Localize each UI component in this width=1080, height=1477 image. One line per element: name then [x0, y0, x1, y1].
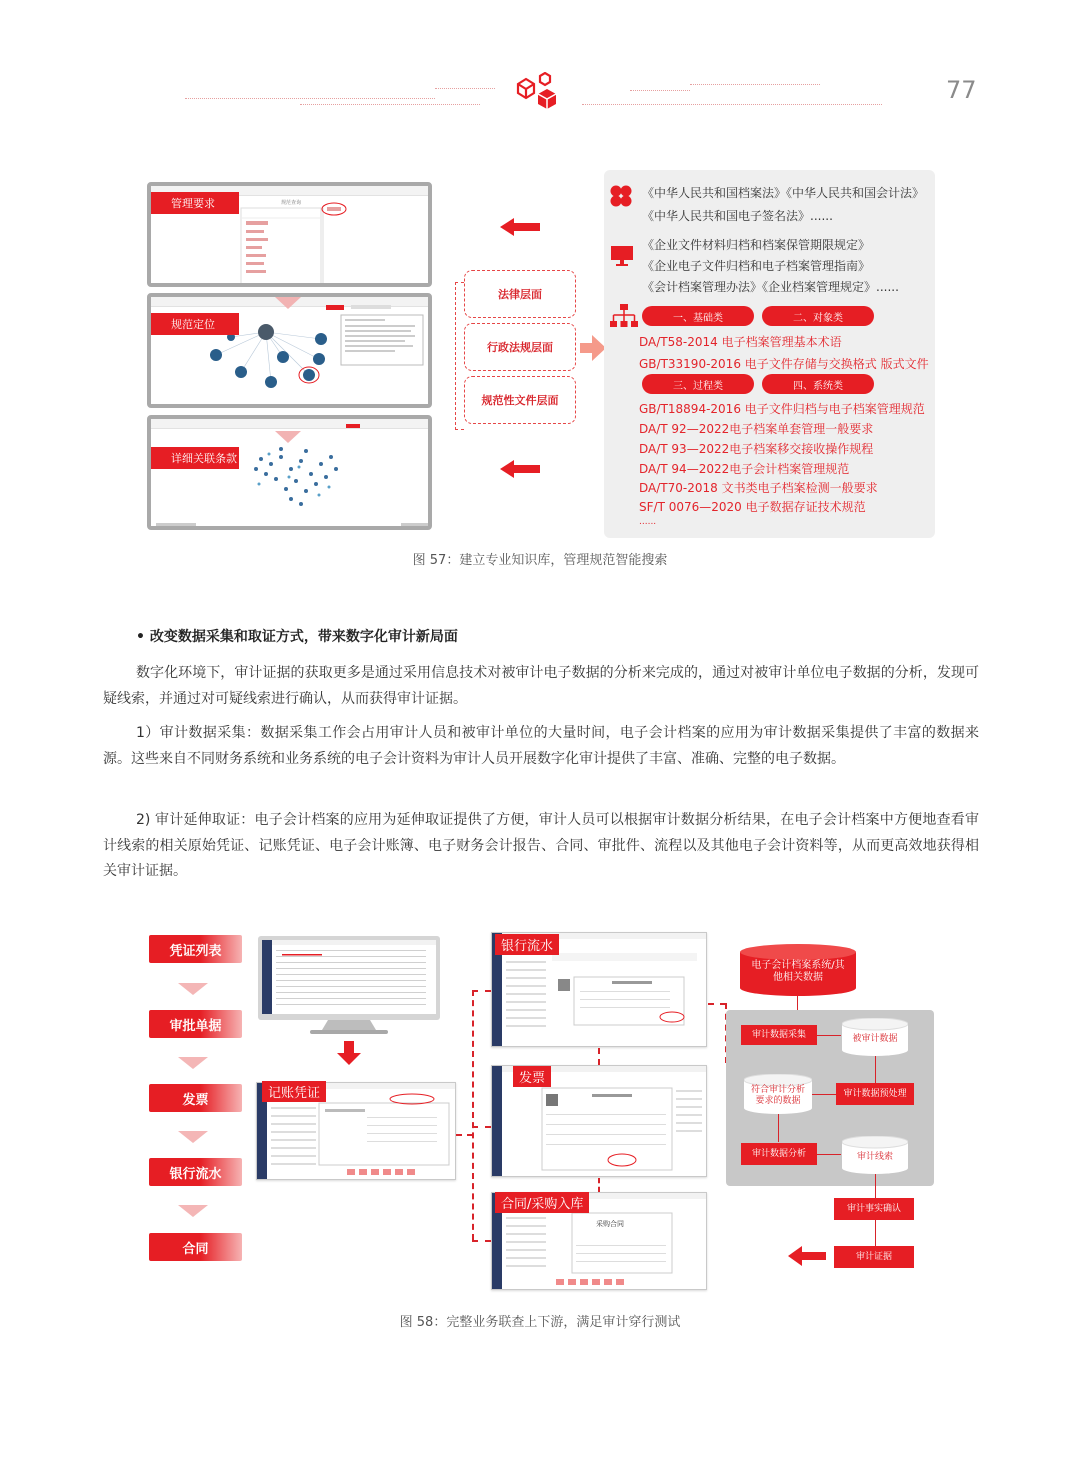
standard-item: DA/T58-2014 电子档案管理基本术语 [639, 335, 842, 349]
category-object: 二、对象类 [762, 306, 874, 326]
connector [708, 1003, 726, 1005]
clover-icon [609, 184, 633, 208]
connector [875, 1220, 876, 1246]
flow-clues: 审计线索 [842, 1136, 908, 1174]
laws-line: 《中华人民共和国档案法》《中华人民共和国会计法》 [642, 186, 925, 200]
connector [598, 1178, 600, 1192]
standard-item: ...... [639, 517, 657, 527]
connector [817, 1154, 841, 1155]
flow-collect: 审计数据采集 [741, 1025, 817, 1045]
category-system: 四、系统类 [762, 374, 874, 394]
page-number: 77 [946, 76, 977, 104]
regulation-line: 《企业电子文件归档和电子档案管理指南》 [642, 259, 871, 273]
monitor-icon [610, 244, 634, 268]
connector [472, 990, 474, 1240]
chevron-down-icon [178, 1057, 208, 1069]
connector [817, 1035, 841, 1036]
connector [797, 996, 798, 1010]
chevron-down-icon [178, 983, 208, 995]
paragraph: 1）审计数据采集：数据采集工作会占用审计人员和被审计单位的大量时间，电子会计档案的应用为审计数据采集提供了丰富的数据来源。这些来自不同财务系统和业务系统的电子会计资料为审计人员开展数字化审计提供了丰富、准确、完整的电子数据。 [103, 725, 979, 767]
connector [812, 1094, 836, 1095]
step-voucher-list: 凭证列表 [149, 935, 242, 963]
laws-line: 《中华人民共和国电子签名法》...... [642, 209, 833, 223]
screenshot-management-requirements [147, 182, 432, 287]
doc-tag: 记账凭证 [262, 1081, 326, 1102]
cubes-logo-icon [512, 72, 564, 114]
flow-audited-data: 被审计数据 [842, 1018, 908, 1056]
screen-label: 规范定位 [151, 313, 239, 335]
flow-analysis: 审计数据分析 [741, 1143, 817, 1165]
standard-item: DA/T70-2018 文书类电子档案检测一般要求 [639, 481, 878, 495]
source-database-label: 电子会计档案系统/其他相关数据 [751, 960, 845, 983]
regulation-line: 《会计档案管理办法》《企业档案管理规定》...... [642, 280, 899, 294]
standard-item: DA/T 92—2022电子档案单套管理一般要求 [639, 422, 874, 436]
screenshot-norm-location [147, 293, 432, 408]
doc-tag: 银行流水 [495, 934, 559, 955]
connector [875, 1056, 876, 1083]
level-administrative: 行政法规层面 [464, 323, 576, 371]
section-heading: • 改变数据采集和取证方式，带来数字化审计新局面 [136, 629, 458, 645]
doc-tag: 合同/采购入库 [495, 1192, 589, 1213]
figure-58-caption: 图 58：完整业务联查上下游，满足审计穿行测试 [399, 1315, 681, 1330]
chevron-down-icon [178, 1131, 208, 1143]
chevron-down-icon [178, 1205, 208, 1217]
down-arrow-icon [275, 431, 301, 443]
right-arrow-icon [580, 335, 606, 361]
level-normative: 规范性文件层面 [464, 376, 576, 424]
svg-text:规范查询: 规范查询 [281, 200, 302, 206]
regulations-panel [604, 170, 935, 538]
flow-qualified-data: 符合审计分析要求的数据 [744, 1074, 812, 1114]
step-contract: 合同 [149, 1233, 242, 1261]
org-chart-icon [610, 304, 638, 328]
connector [598, 1048, 600, 1065]
flow-evidence: 审计证据 [834, 1246, 914, 1268]
connector [472, 1126, 491, 1128]
connector [456, 1134, 473, 1136]
step-bank-statement: 银行流水 [149, 1158, 242, 1186]
level-law: 法律层面 [464, 270, 576, 318]
step-invoice: 发票 [149, 1084, 242, 1112]
flow-confirm: 审计事实确认 [834, 1198, 914, 1220]
standard-item: DA/T 94—2022电子会计档案管理规范 [639, 462, 850, 476]
connector [875, 1174, 876, 1198]
connector [472, 1240, 491, 1242]
paragraph: 数字化环境下，审计证据的获取更多是通过采用信息技术对被审计电子数据的分析来完成的，通过对被审计单位电子数据的分析，发现可疑线索，并通过对可疑线索进行确认，从而获得审计证据。 [103, 665, 979, 707]
down-arrow-icon [337, 1041, 361, 1065]
doc-tag: 发票 [513, 1066, 551, 1087]
figure-57-caption: 图 57：建立专业知识库，管理规范智能搜索 [412, 553, 668, 568]
screen-label: 详细关联条款 [151, 447, 239, 469]
step-approval-docs: 审批单据 [149, 1010, 242, 1038]
category-basic: 一、基础类 [642, 306, 754, 326]
connector [472, 990, 491, 992]
screen-label: 管理要求 [151, 192, 239, 214]
paragraph: 2) 审计延伸取证：电子会计档案的应用为延伸取证提供了方便，审计人员可以根据审计数据分析结果，在电子会计档案中方便地查看审计线索的相关原始凭证、记账凭证、电子会计账簿、电子财务会计报告、合同、审批件、流程以及其他电子会计资料等，从而更高效地获得相关审计证据。 [103, 812, 979, 879]
flow-preprocess: 审计数据预处理 [836, 1083, 914, 1105]
category-process: 三、过程类 [642, 374, 754, 394]
standard-item: GB/T33190-2016 电子文件存储与交换格式 版式文件 [639, 357, 929, 371]
standard-item: SF/T 0076—2020 电子数据存证技术规范 [639, 500, 866, 514]
down-arrow-icon [275, 297, 301, 309]
left-arrow-icon [500, 460, 540, 478]
standard-item: GB/T18894-2016 电子文件归档与电子档案管理规范 [639, 402, 925, 416]
standard-item: DA/T 93—2022电子档案移交接收操作规程 [639, 442, 874, 456]
screenshot-related-clauses [147, 415, 432, 530]
levels-bracket [455, 282, 464, 430]
contract-title: 采购合同 [596, 1220, 624, 1228]
left-arrow-icon [500, 218, 540, 236]
monitor-screenshot [258, 936, 440, 1036]
regulation-line: 《企业文件材料归档和档案保管期限规定》 [642, 238, 871, 252]
left-arrow-icon [788, 1246, 826, 1266]
connector [778, 1114, 779, 1142]
